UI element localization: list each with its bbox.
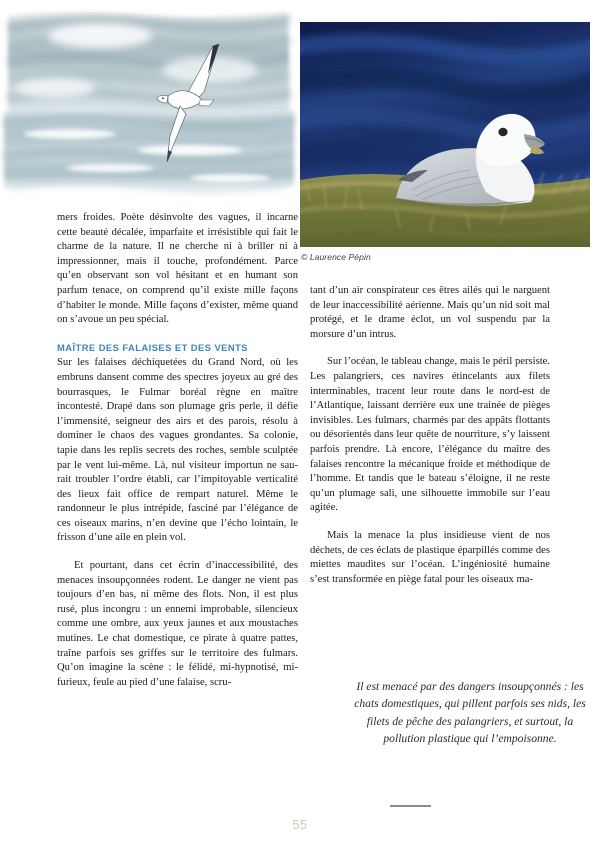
photo-credit: © Laurence Pépin xyxy=(301,252,371,262)
text-column-right xyxy=(310,284,550,587)
paragraph-right-3: Mais la menace la plus insidieuse vient de nos déchets, de ces éclats de plastique éparpillés comme des miettes maudites sur l’océan. L’ingéniosité humaine s’est transformée en piège fatal pour les oiseaux ma- xyxy=(310,529,550,585)
paragraph-left-2: Et pourtant, dans cet écrin d’inaccessibilité, des menaces insoupçonnées rodent. Le danger ne vient pas toujours d’en bas, ni même des flots. Non, il est plus rusé, plus incongru : un ennemi improbable, silencieux comme une ombre, aux yeux jaunes et aux moustaches mutines. Le chat domestique, ce pirate à quatre pattes, traîne parfois ses griffes sur le territoire des fulmars. Qu’on imagine la scène : le félidé, mi-hypnotisé, mi-furieux, feule au pied d’une falaise, scru- xyxy=(57,560,298,688)
paragraph-right-1: tant d’un air conspirateur ces êtres ailés qui le narguent de leur inaccessibilité aérienne. Mais qu’un nid soit mal protégé, et le drame éclot, un vol suspendu par la morsure d’un intrus. xyxy=(310,285,550,340)
paragraph-continued-left: mers froides. Poète désinvolte des vagues, il incarne cette beauté décalée, imparfaite et irrésistible qui fait le charme de la nature. Il ne cherche ni à briller ni à impressionner, mais il touche, profondément. Parce qu’en observant son vol hésitant et en humant son parfum tenace, on comprend qu’il existe mille façons d’habiter le monde. Mille façons d’exister, même quand on s’avoue un peu spécial. xyxy=(57,212,298,326)
photo-fulmar-graphic xyxy=(300,22,590,247)
paragraph-right-2: Sur l’océan, le tableau change, mais le péril persiste. Les palangriers, ces navires étincelants aux filets interminables, tracent leur route dans le nord-est de l’Atlantique, laissant derrière eux une trainée de pièges invisibles. Les fulmars, charmés par des appâts flottants ou désorientés dans leur quête de nourriture, s’y laissent parfois prendre. Là encore, l’élégance du maître des falaises rencontre la mécanique froide et méthodique de l’homme. Et tandis que le bateau s’éloigne, il ne reste qu’un plumage sali, une silhouette immobile sur l’eau agitée. xyxy=(310,356,550,514)
page-number: 55 xyxy=(292,818,308,832)
text-column-left xyxy=(57,211,298,690)
section-heading-maitre-des-falaises: MAÎTRE DES FALAISES ET DES VENTS xyxy=(57,341,248,353)
photo-fulmar-on-grass xyxy=(300,22,590,247)
watercolor-fulmar-over-sea-graphic xyxy=(0,0,298,208)
pull-quote: Il est menacé par des dangers insoupçonnés : les chats domestiques, qui pillent parfois ses nids, les filets de pêche des palangriers, et surtout, la pollution plastique qui l’empoisonne. xyxy=(354,679,586,746)
end-of-section-rule xyxy=(390,805,431,807)
watercolor-illustration xyxy=(0,0,298,208)
paragraph-left-1: Sur les falaises déchiquetées du Grand Nord, où les embruns dansent comme des spectres joyeux au gré des bourrasques, le Fulmar boréal règne en maître incontesté. Drapé dans son plumage gris perle, il défie l’immensité, seigneur des airs et des parois, résolu à dominer le chaos des vagues grondantes. Sa colonie, tapie dans les replis secrets des roches, semble sculptée par le vent lui-même. Là, nul visiteur importun ne saurait troubler l’ordre établi, car l’impitoyable verticalité des lieux fait office de rempart naturel. Même le randonneur le plus intrépide, fasciné par l’élégance de ces oiseaux marins, n’en devine que l’écho lointain, le frisson d’une aile en plein vol. xyxy=(57,357,298,544)
